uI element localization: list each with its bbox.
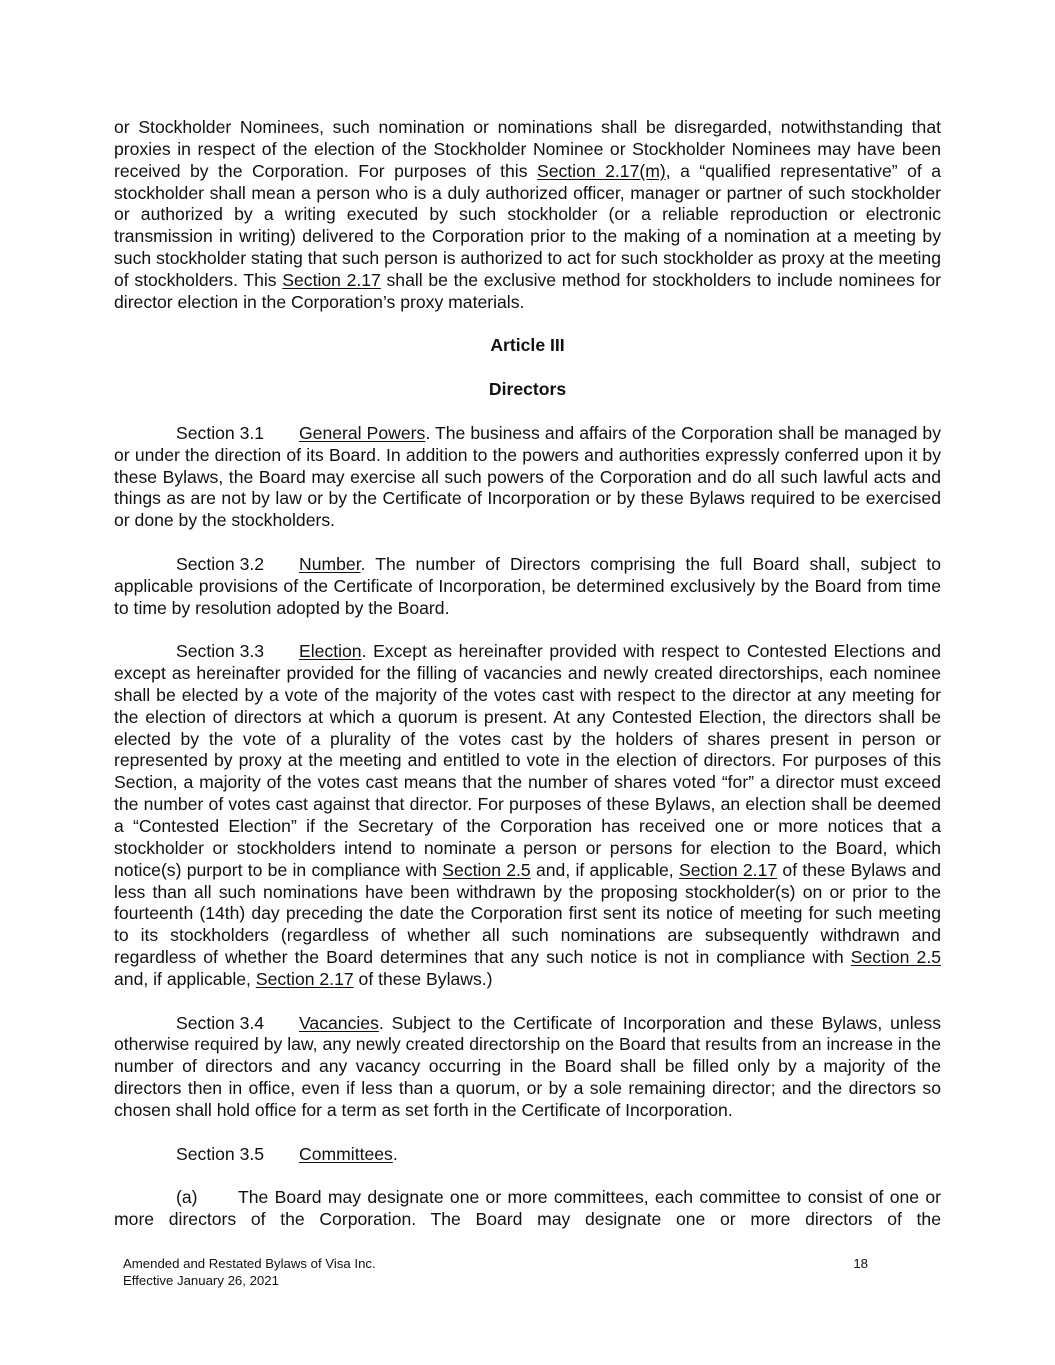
section-number: Section 3.3: [176, 641, 265, 662]
section-title: Committees: [299, 1143, 393, 1164]
section-reference-link: Section 2.5: [850, 947, 941, 968]
section-3-3-paragraph: Section 3.3 Election. Except as hereinafter provided with respect to Contested Elections and except as hereinafter provided for the filling of vacancies and newly created directorships, each nominee shall be elected by a vote of the majority of the votes cast with respect to the director at any meeting for the election of directors at which a quorum is present. At any Contested Election, the directors shall be elected by the vote of a plurality of the votes cast by the holders of shares present in person or represented by proxy at the meeting and entitled to vote in the election of directors. For purposes of this Section, a majority of the votes cast means that the number of shares voted “for” a director must exceed the number of votes cast against that director. For purposes of these Bylaws, an election shall be deemed a “Contested Election” if the Secretary of the Corporation has received one or more notices that a stockholder or stockholders intend to nominate a person or persons for election to the Board, which notice(s) purport to be in compliance with Section 2.5 and, if applicable, Section 2.17 of these Bylaws and less than all such nominations have been withdrawn by the proposing stockholder(s) on or prior to the fourteenth (14th) day preceding the date the Corporation first sent its notice of meeting for such meeting to its stockholders (regardless of whether all such nominations are subsequently withdrawn and regardless of whether the Board determines that any such notice is not in compliance with Section 2.5 and, if applicable, Section 2.17 of these Bylaws.): [114, 641, 942, 989]
article-heading: Article III: [490, 335, 565, 356]
section-number: Section 3.1: [176, 422, 265, 443]
section-reference-link: Section 2.17: [678, 859, 778, 880]
section-number: Section 3.4: [176, 1012, 265, 1033]
continuation-paragraph: or Stockholder Nominees, such nomination or nominations shall be disregarded, notwithstanding that proxies in respect of the election of the Stockholder Nominee or Stockholder Nominees may have been received by the Corporation. For purposes of this Section 2.17(m), a “qualified representative” of a stockholder shall mean a person who is a duly authorized officer, manager or partner of such stockholder or authorized by a writing executed by such stockholder (or a reliable reproduction or electronic transmission in writing) delivered to the Corporation prior to the making of a nomination at a meeting by such stockholder stating that such person is authorized to act for such stockholder as proxy at the meeting of stockholders. This Section 2.17 shall be the exclusive method for stockholders to include nominees for director election in the Corporation’s proxy materials.: [114, 117, 941, 312]
subsection-label: (a): [176, 1187, 198, 1208]
section-3-5-paragraph: Section 3.5 Committees.: [176, 1143, 398, 1164]
section-title: Number: [299, 553, 361, 574]
section-reference-link: Section 2.17: [255, 968, 354, 989]
article-title: Directors: [488, 379, 567, 400]
section-3-4-paragraph: Section 3.4 Vacancies. Subject to the Certificate of Incorporation and these Bylaws, unless otherwise required by law, any newly created directorship on the Board that results from an increase in the number of directors and any vacancy occurring in the Board shall be filled only by a majority of the directors then in office, even if less than a quorum, or by a sole remaining director; and the directors so chosen shall hold office for a term as set forth in the Certificate of Incorporation.: [114, 1012, 941, 1120]
section-reference-link: Section 2.17(m): [536, 160, 666, 181]
footer-document-title: Amended and Restated Bylaws of Visa Inc.: [123, 1256, 376, 1271]
section-3-2-paragraph: Section 3.2 Number. The number of Directors comprising the full Board shall, subject to applicable provisions of the Certificate of Incorporation, be determined exclusively by the Board from time to time by resolution adopted by the Board.: [114, 553, 941, 618]
section-number: Section 3.2: [176, 553, 265, 574]
section-reference-link: Section 2.5: [442, 859, 531, 880]
section-reference-link: Section 2.17: [282, 269, 381, 290]
section-title: Vacancies: [299, 1012, 379, 1033]
section-number: Section 3.5: [176, 1143, 265, 1164]
document-page: [114, 117, 941, 1231]
section-title: General Powers: [299, 422, 426, 443]
page-number: 18: [853, 1256, 868, 1271]
section-title: Election: [299, 641, 362, 662]
section-3-1-paragraph: Section 3.1 General Powers. The business and affairs of the Corporation shall be managed by or under the direction of its Board. In addition to the powers and authorities expressly conferred upon it by these Bylaws, the Board may exercise all such powers of the Corporation and do all such lawful acts and things as are not by law or by the Certificate of Incorporation or by these Bylaws required to be exercised or done by the stockholders.: [114, 422, 941, 531]
page-footer: [123, 1256, 873, 1289]
footer-effective-date: Effective January 26, 2021: [123, 1272, 279, 1288]
subsection-a-paragraph: (a) The Board may designate one or more committees, each committee to consist of one or more directors of the Corporation. The Board may designate one or more directors of the: [114, 1187, 941, 1230]
